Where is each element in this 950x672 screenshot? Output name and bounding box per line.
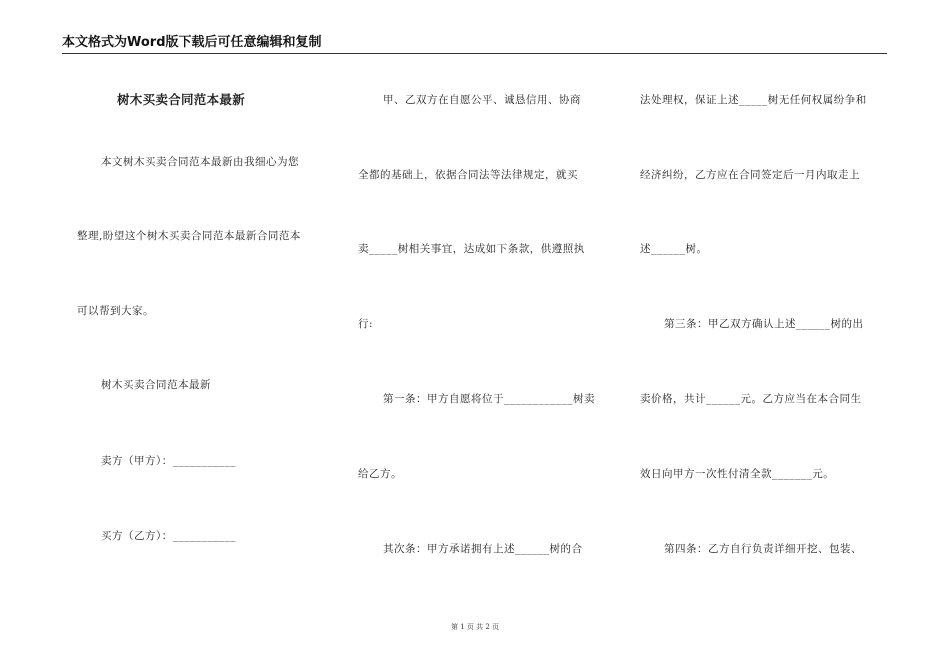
document-title: 树木买卖合同范本最新 <box>117 92 246 107</box>
header-rule <box>62 53 887 54</box>
intro-line-1: 本文树木买卖合同范本最新由我细心为您 <box>101 156 299 168</box>
right-line-6: 效日向甲方一次性付清全款_______元。 <box>640 468 835 480</box>
intro-line-2: 整理,盼望这个树木买卖合同范本最新合同范本 <box>77 230 301 242</box>
middle-line-5: 第一条：甲方自愿将位于____________树卖 <box>383 393 595 405</box>
middle-line-1: 甲、乙双方在自愿公平、诚恳信用、协商 <box>383 94 581 106</box>
right-line-7: 第四条：乙方自行负责详细开挖、包装、 <box>664 543 862 555</box>
right-line-3: 述______树。 <box>640 243 708 255</box>
right-line-1: 法处理权，保证上述_____树无任何权属纷争和 <box>640 94 867 106</box>
seller-line: 卖方（甲方）：___________ <box>101 455 236 467</box>
middle-line-2: 全都的基础上，依据合同法等法律规定，就买 <box>358 169 578 181</box>
intro-line-3: 可以帮到大家。 <box>77 305 154 317</box>
right-line-4: 第三条：甲乙双方确认上述______树的出 <box>664 318 864 330</box>
right-line-2: 经济纠纷，乙方应在合同签定后一月内取走上 <box>640 169 860 181</box>
middle-line-7: 其次条：甲方承诺拥有上述______树的合 <box>383 543 583 555</box>
buyer-line: 买方（乙方）：___________ <box>101 530 236 542</box>
page-footer: 第 1 页 共 2 页 <box>450 623 500 631</box>
middle-line-6: 给乙方。 <box>358 468 402 480</box>
middle-line-3: 卖_____树相关事宜，达成如下条款，供遵照执 <box>358 243 585 255</box>
document-header: 本文格式为Word版下载后可任意编辑和复制 <box>62 35 322 50</box>
right-line-5: 卖价格，共计______元。乙方应当在本合同生 <box>640 393 862 405</box>
subtitle-line: 树木买卖合同范本最新 <box>101 379 211 391</box>
middle-line-4: 行: <box>358 318 374 330</box>
